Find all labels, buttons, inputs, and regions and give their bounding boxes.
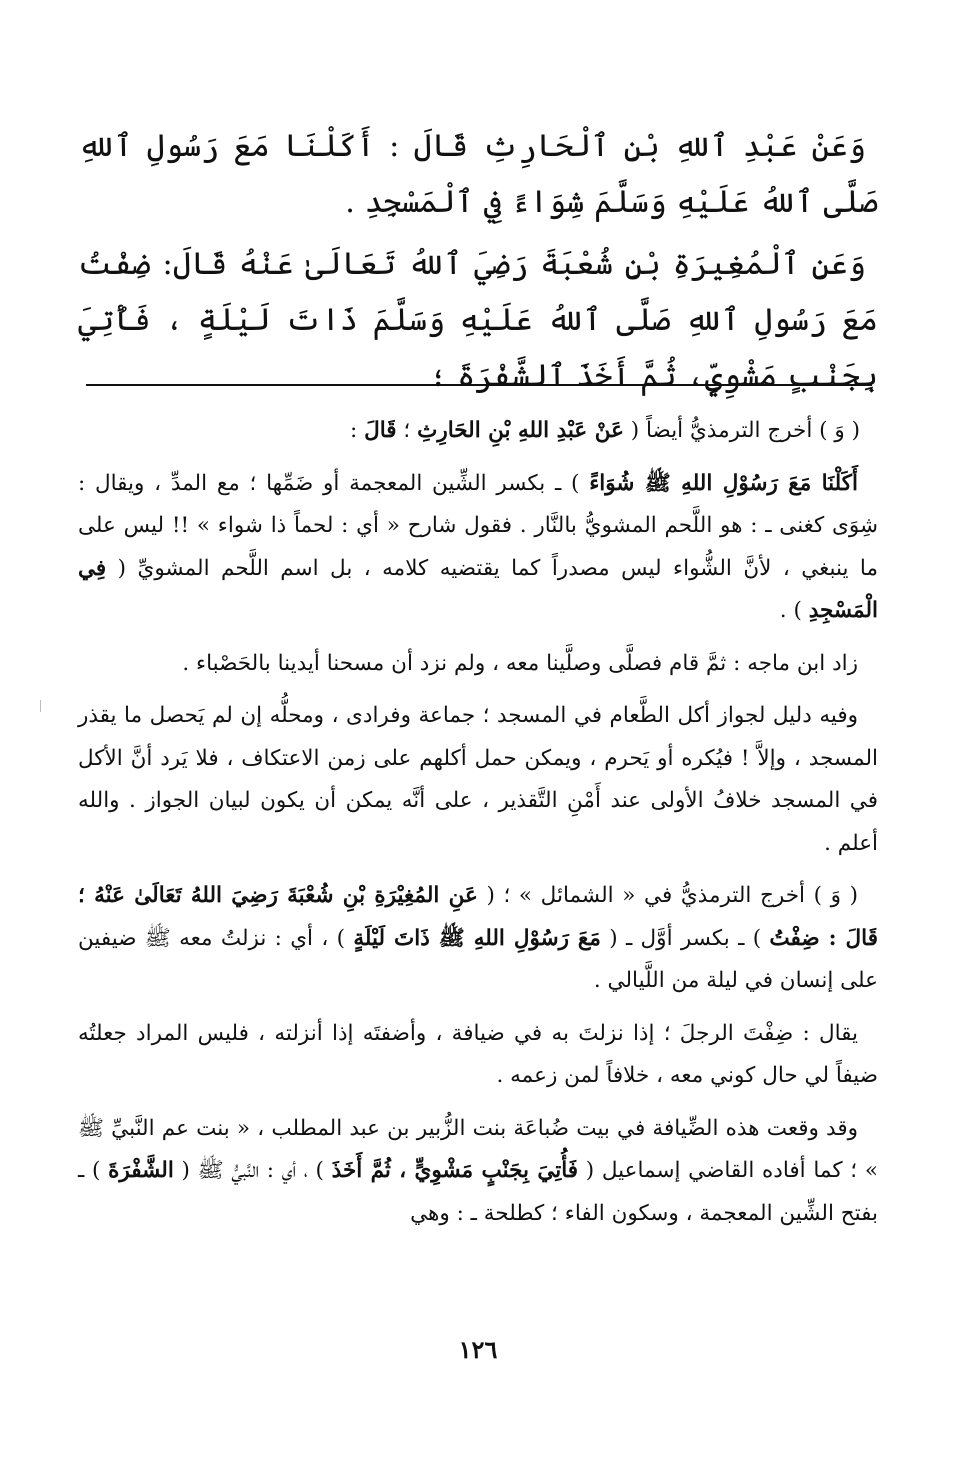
commentary-text-run: ) ، أي : نزلتُ معه ﷺ ضيفين على إنسان في ليلة من اللَّيالي . — [78, 925, 878, 993]
commentary-paragraph-6: يقال : ضِفْتَ الرجلَ ؛ إذا نزلتَ به في ضيافة ، وأضفتَه إذا أنزلته ، فليس المراد جعلتُه ضيفاً لي حال كوني معه ، خلافاً لمن زعمه . — [78, 1020, 878, 1088]
commentary-text-run: ( وَ ) أخرج الترمذيُّ أيضاً ( — [623, 418, 860, 443]
quoted-matn: أَكَلْنَا مَعَ رَسُوْلِ اللهِ ﷺ شُوَاءً — [589, 470, 858, 496]
quoted-matn: عَنْ عَبْدِ اللهِ بْنِ الحَارِثِ — [417, 418, 624, 443]
commentary-text-run: ( وَ ) أخرج الترمذيُّ في « الشمائل » ؛ ( — [477, 883, 858, 908]
commentary-text-run: ) ، أي : النَّبيُّ ﷺ ( — [173, 1158, 332, 1183]
commentary-text-run: : — [350, 418, 365, 443]
commentary-text-run: ؛ — [396, 418, 418, 443]
commentary-text-run: وقد وقعت هذه الضِّيافة في بيت ضُباعَة بنت الزُّبير بن عبد المطلب ، « بنت عم النَّبيِّ ﷺ » ؛ كما أفاده القاضي إسماعيل ( — [78, 1115, 878, 1183]
quoted-matn: الشَّفْرَةَ — [108, 1158, 174, 1183]
hadith-text — [78, 118, 878, 410]
commentary-paragraph-1 — [78, 410, 878, 453]
commentary-paragraph-5 — [78, 875, 878, 1003]
footnote-divider — [86, 384, 872, 386]
quoted-matn: قَالَ — [364, 418, 397, 443]
commentary-text-run: ) . — [779, 598, 809, 623]
quoted-matn: عَنِ المُغِيْرَةِ بْنِ شُعْبَةَ رَضِيَ اللهُ تَعَالَىٰ عَنْهُ ؛ قَالَ : ضِفْتُ — [78, 883, 878, 951]
scan-mark — [40, 700, 41, 712]
commentary-paragraph-3: زاد ابن ماجه : ثمَّ قام فصلَّى وصلَّينا معه ، ولم نزد أن مسحنا أيدينا بالحَصْباء . — [182, 650, 858, 676]
commentary-paragraph-2 — [78, 463, 878, 633]
commentary-text-run: ) ـ بكسر الشِّين المعجمة أو ضَمِّها ؛ مع المدِّ ، ويقال : شِوَى كغنى ـ : هو اللَّحم المشويُّ بالنَّار . فقول شارح « أي : لحماً ذا شواء » !! ليس على ما ينبغي ، لأنَّ الشُّواء ليس مصدراً كما يقتضيه كلامه ، بل اسم اللَّحم المشويِّ ( — [78, 470, 878, 581]
commentary-text — [78, 410, 878, 1245]
hadith-paragraph-2: وَعَنِ ٱلْمُغِيرَةِ بْنِ شُعْبَةَ رَضِيَ ٱللهُ تَعَالَىٰ عَنْهُ قَالَ: ضِفْتُ مَعَ رَسُولِ ٱللهِ صَلَّى ٱللهُ عَلَيْهِ وَسَلَّمَ ذَاتَ لَيْلَةٍ ، فَأُتِيَ بِجَنْبٍ مَشْوِيٍّ، ثُمَّ أَخَذَ ٱلشَّفْرَةَ ؛ — [78, 246, 878, 394]
commentary-paragraph-4: وفيه دليل لجواز أكل الطَّعام في المسجد ؛ جماعة وفرادى ، ومحلُّه إن لم يَحصل ما يقذر المسجد ، وإلاَّ ! فيُكره أو يَحرم ، ويمكن حمل أكلهم على زمن الاعتكاف ، فلا يَرد أنَّ الأكل في المسجد خلافُ الأولى عند أَمْنِ التَّقذير ، على أنَّه يمكن أن يكون لبيان الجواز . والله أعلم . — [78, 703, 878, 856]
commentary-text-run: ) ـ بفتح الشِّين المعجمة ، وسكون الفاء ؛ كطلحة ـ : وهي — [78, 1158, 878, 1226]
commentary-paragraph-7 — [78, 1108, 878, 1236]
commentary-text-run: ) ـ بكسر أوَّل ـ ( — [600, 925, 770, 951]
quoted-matn: فَأُتِيَ بِجَنْبٍ مَشْوِيٍّ ، ثُمَّ أَخَذَ — [331, 1158, 579, 1183]
hadith-paragraph-1: وَعَنْ عَبْدِ ٱللهِ بْنِ ٱلْحَارِثِ قَالَ : أَكَلْنَا مَعَ رَسُولِ ٱللهِ صَلَّى ٱللهُ عَلَيْهِ وَسَلَّمَ شِوَاءً فِي ٱلْمَسْجِدِ . — [78, 128, 878, 220]
quoted-matn: فِي الْمَسْجِدِ — [78, 555, 878, 623]
page-number: ١٢٦ — [458, 1335, 498, 1364]
quoted-matn: مَعَ رَسُوْلِ اللهِ ﷺ ذَاتَ لَيْلَةٍ — [353, 925, 601, 951]
